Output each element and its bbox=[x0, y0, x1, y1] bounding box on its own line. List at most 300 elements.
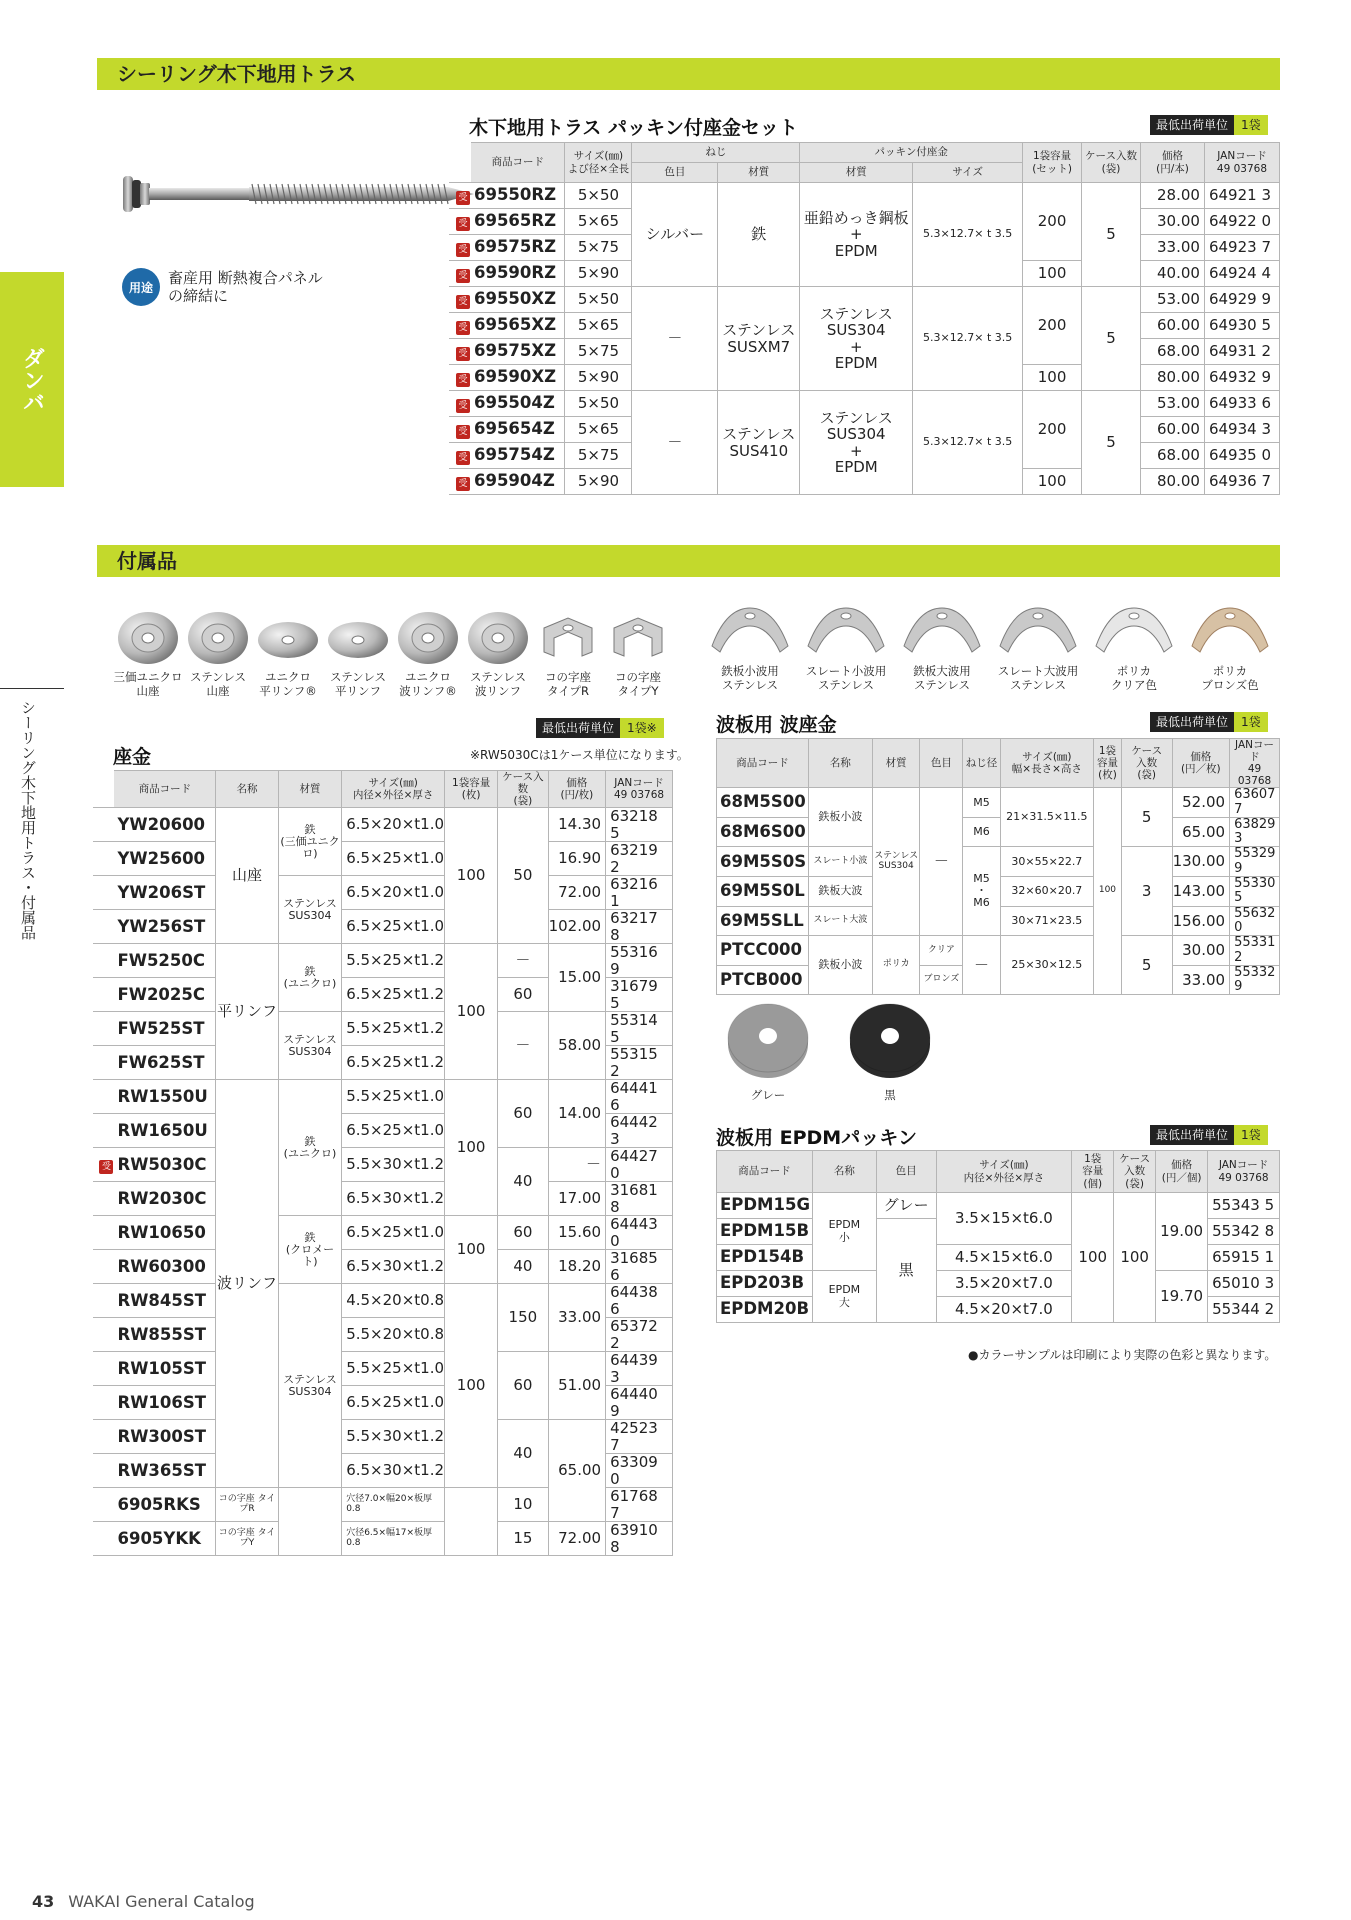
cell: 4.5×15×t6.0 bbox=[936, 1245, 1072, 1271]
header-cell: 名称 bbox=[216, 771, 278, 808]
mark-cell bbox=[449, 443, 471, 469]
cell: 63219 2 bbox=[606, 842, 673, 876]
wave-washer-label: ポリカ クリア色 bbox=[1111, 664, 1157, 693]
cell: 6.5×30×t1.2 bbox=[342, 1182, 445, 1216]
cell: 64443 0 bbox=[606, 1216, 673, 1250]
cell: スレート大波 bbox=[808, 906, 872, 936]
cell: 黒 bbox=[876, 1219, 936, 1323]
cell: 5.5×30×t1.2 bbox=[342, 1148, 445, 1182]
cell: EPDM15B bbox=[717, 1219, 813, 1245]
mark-cell bbox=[93, 1284, 114, 1318]
truss-use-note bbox=[122, 268, 323, 306]
order-mark-icon: 受 bbox=[456, 347, 470, 361]
table-row bbox=[717, 817, 1280, 847]
cell: EPD203B bbox=[717, 1271, 813, 1297]
nami-zagane-table bbox=[716, 738, 1280, 995]
cell: 6.5×25×t1.0 bbox=[342, 1216, 445, 1250]
cell: 55332 9 bbox=[1230, 965, 1280, 995]
cell: 鉄 (三価ユニクロ) bbox=[278, 808, 341, 876]
header-cell: サイズ(㎜) よび径×全長 bbox=[565, 143, 632, 183]
cell: 5 bbox=[1082, 391, 1141, 495]
cell: 64923 7 bbox=[1204, 235, 1279, 261]
use-text-line2: の締結に bbox=[168, 287, 229, 305]
table-row bbox=[717, 847, 1280, 877]
cell: FW625ST bbox=[114, 1046, 215, 1080]
cell: 6.5×25×t1.2 bbox=[342, 1046, 445, 1080]
header-cell: ケース 入数 (袋) bbox=[1121, 739, 1172, 788]
cell: － bbox=[632, 287, 718, 391]
header-cell: 色目 bbox=[632, 163, 718, 183]
header-cell: サイズ(㎜) 内径×外径×厚さ bbox=[342, 771, 445, 808]
header-cell: 価格 (円/本) bbox=[1141, 143, 1205, 183]
mark-cell bbox=[93, 1488, 114, 1522]
mark-cell bbox=[93, 1114, 114, 1148]
header-cell: ケース入数 (袋) bbox=[498, 771, 548, 808]
cell: 60 bbox=[498, 1216, 548, 1250]
cell: 31679 5 bbox=[606, 978, 673, 1012]
cell: 80.00 bbox=[1141, 365, 1205, 391]
cell: RW1550U bbox=[114, 1080, 215, 1114]
header-cell: 商品コード bbox=[471, 143, 565, 183]
cell: 156.00 bbox=[1172, 906, 1230, 936]
header-cell: 色目 bbox=[876, 1151, 936, 1193]
mark-cell bbox=[449, 339, 471, 365]
cell: 100 bbox=[1094, 788, 1122, 995]
washer-label: コの字座 タイプR bbox=[545, 670, 591, 699]
cell: RW855ST bbox=[114, 1318, 215, 1352]
order-mark-icon: 受 bbox=[456, 243, 470, 257]
cell: シルバー bbox=[632, 183, 718, 287]
cell: 65.00 bbox=[548, 1420, 606, 1522]
cell: 4.5×20×t0.8 bbox=[342, 1284, 445, 1318]
cell: RW60300 bbox=[114, 1250, 215, 1284]
mark-cell bbox=[93, 1182, 114, 1216]
zagane-moq: 最低出荷単位 1袋※ bbox=[536, 718, 664, 738]
cell: 64934 3 bbox=[1204, 417, 1279, 443]
cell: 10 bbox=[498, 1488, 548, 1522]
cell: 5 bbox=[1121, 788, 1172, 847]
cell: 63309 0 bbox=[606, 1454, 673, 1488]
cell: EPDM 小 bbox=[812, 1193, 876, 1271]
cell: 5×75 bbox=[565, 443, 632, 469]
cell: 5×90 bbox=[565, 261, 632, 287]
page-number: 43 bbox=[32, 1892, 55, 1911]
cell: 200 bbox=[1023, 391, 1082, 469]
cell: 60.00 bbox=[1141, 313, 1205, 339]
cell: 100 bbox=[1023, 261, 1082, 287]
header-cell: 1袋容量 (セット) bbox=[1023, 143, 1082, 183]
cell: 69M5S0S bbox=[717, 847, 809, 877]
cell: 58.00 bbox=[548, 1012, 606, 1080]
cell: 5.5×25×t1.2 bbox=[342, 944, 445, 978]
header-cell: 名称 bbox=[808, 739, 872, 788]
cell: 63910 8 bbox=[606, 1522, 673, 1556]
cell: 65915 1 bbox=[1208, 1245, 1280, 1271]
header-cell: ねじ径 bbox=[963, 739, 1000, 788]
cell: 69575RZ bbox=[471, 235, 565, 261]
cell: 69575XZ bbox=[471, 339, 565, 365]
cell: ステンレス SUS304 + EPDM bbox=[800, 391, 913, 495]
cell: 19.70 bbox=[1156, 1271, 1208, 1323]
cell: 64936 7 bbox=[1204, 469, 1279, 495]
epdm-table bbox=[716, 1150, 1280, 1323]
table-row bbox=[93, 944, 673, 978]
header-cell: 1袋 容量 (枚) bbox=[1094, 739, 1122, 788]
cell: 55316 9 bbox=[606, 944, 673, 978]
cell: 5.5×25×t1.0 bbox=[342, 1080, 445, 1114]
wave-washer-icon bbox=[1090, 600, 1178, 662]
cell: RW105ST bbox=[114, 1352, 215, 1386]
truss-table bbox=[449, 142, 1280, 495]
table-row bbox=[449, 287, 1280, 313]
mark-cell bbox=[449, 365, 471, 391]
cell: 100 bbox=[445, 944, 498, 1080]
cell: 65010 3 bbox=[1208, 1271, 1280, 1297]
cell: クリア bbox=[920, 936, 963, 966]
cell: FW5250C bbox=[114, 944, 215, 978]
cell bbox=[445, 1488, 498, 1556]
wave-washer-label: ポリカ ブロンズ色 bbox=[1201, 664, 1259, 693]
mark-cell bbox=[93, 1352, 114, 1386]
cell: ステンレス SUS410 bbox=[718, 391, 800, 495]
mark-cell bbox=[449, 391, 471, 417]
cell: M5 ・ M6 bbox=[963, 847, 1000, 936]
cell: 68.00 bbox=[1141, 339, 1205, 365]
cell: 55329 9 bbox=[1230, 847, 1280, 877]
cell: 6.5×25×t1.0 bbox=[342, 1114, 445, 1148]
cell: 60.00 bbox=[1141, 417, 1205, 443]
cell: RW845ST bbox=[114, 1284, 215, 1318]
cell: 51.00 bbox=[548, 1352, 606, 1420]
nami-zagane-moq: 最低出荷単位 1袋 bbox=[1150, 712, 1268, 732]
cell: 33.00 bbox=[1141, 235, 1205, 261]
washer-photo-icon bbox=[326, 608, 390, 666]
cell: 55344 2 bbox=[1208, 1297, 1280, 1323]
cell: 64921 3 bbox=[1204, 183, 1279, 209]
table-row bbox=[449, 391, 1280, 417]
cell: スレート小波 bbox=[808, 847, 872, 877]
header-cell: 1袋容量 (枚) bbox=[445, 771, 498, 808]
cell: 40 bbox=[498, 1420, 548, 1488]
header-cell: JANコード 49 03768 bbox=[1208, 1151, 1280, 1193]
wave-washer-label: 鉄板小波用 ステンレス bbox=[721, 664, 779, 693]
side-tab[interactable]: ダンバ bbox=[0, 272, 64, 487]
cell: FW525ST bbox=[114, 1012, 215, 1046]
cell: 5×65 bbox=[565, 313, 632, 339]
cell: 5×75 bbox=[565, 339, 632, 365]
cell: 63218 5 bbox=[606, 808, 673, 842]
order-mark-icon: 受 bbox=[99, 1160, 113, 1174]
cell: 40 bbox=[498, 1250, 548, 1284]
cell: 63829 3 bbox=[1230, 817, 1280, 847]
cell: 52.00 bbox=[1172, 788, 1230, 818]
side-divider bbox=[0, 688, 64, 689]
mark-cell bbox=[93, 1454, 114, 1488]
header-cell: JANコード 49 03768 bbox=[1204, 143, 1279, 183]
ko-washer-icon bbox=[608, 608, 668, 666]
cell: PTCC000 bbox=[717, 936, 809, 966]
table-row bbox=[93, 1148, 673, 1182]
cell: 64930 5 bbox=[1204, 313, 1279, 339]
header-cell: 1袋 容量 (個) bbox=[1072, 1151, 1114, 1193]
cell: グレー bbox=[876, 1193, 936, 1219]
mark-cell bbox=[449, 235, 471, 261]
table-row bbox=[93, 1012, 673, 1046]
cell: 鉄板小波 bbox=[808, 788, 872, 847]
header-cell: ケース 入数 (袋) bbox=[1114, 1151, 1156, 1193]
cell: 14.30 bbox=[548, 808, 606, 842]
cell: 100 bbox=[445, 1216, 498, 1284]
cell: 5.3×12.7× t 3.5 bbox=[913, 287, 1023, 391]
cell: 60 bbox=[498, 1080, 548, 1148]
table-row bbox=[93, 1080, 673, 1114]
cell: 69590RZ bbox=[471, 261, 565, 287]
cell: 19.00 bbox=[1156, 1193, 1208, 1271]
cell: 50 bbox=[498, 808, 548, 944]
cell: － bbox=[498, 1012, 548, 1080]
cell: ブロンズ bbox=[920, 965, 963, 995]
cell: 69590XZ bbox=[471, 365, 565, 391]
cell: 6.5×25×t1.0 bbox=[342, 910, 445, 944]
mark-cell bbox=[93, 944, 114, 978]
mark-cell bbox=[93, 1046, 114, 1080]
cell: 穴径6.5×幅17×板厚0.8 bbox=[342, 1522, 445, 1556]
washer-label: ユニクロ 波リンフ® bbox=[399, 670, 457, 699]
cell: 100 bbox=[1023, 469, 1082, 495]
cell: RW2030C bbox=[114, 1182, 215, 1216]
cell: 64933 6 bbox=[1204, 391, 1279, 417]
header-cell: 価格 (円／枚) bbox=[1172, 739, 1230, 788]
mark-cell bbox=[93, 808, 114, 842]
table-row bbox=[717, 788, 1280, 818]
cell: 64932 9 bbox=[1204, 365, 1279, 391]
use-text-line1: 畜産用 断熱複合パネル bbox=[168, 269, 323, 287]
cell: YW25600 bbox=[114, 842, 215, 876]
cell: 5.3×12.7× t 3.5 bbox=[913, 183, 1023, 287]
cell: 102.00 bbox=[548, 910, 606, 944]
table-row bbox=[93, 1352, 673, 1386]
mark-cell bbox=[93, 1386, 114, 1420]
cell: コの字座 タイプR bbox=[216, 1488, 278, 1522]
cell: 5×65 bbox=[565, 417, 632, 443]
cell: 53.00 bbox=[1141, 391, 1205, 417]
cell: RW10650 bbox=[114, 1216, 215, 1250]
header-cell: 色目 bbox=[920, 739, 963, 788]
washer-photo-icon bbox=[466, 608, 530, 666]
cell: 64442 3 bbox=[606, 1114, 673, 1148]
cell: 6.5×25×t1.0 bbox=[342, 1386, 445, 1420]
washer-label: ステンレス 波リンフ bbox=[469, 670, 527, 699]
cell: 6.5×25×t1.2 bbox=[342, 978, 445, 1012]
cell: － bbox=[498, 944, 548, 978]
cell: 17.00 bbox=[548, 1182, 606, 1216]
cell: 5 bbox=[1082, 287, 1141, 391]
cell: － bbox=[963, 936, 1000, 995]
order-mark-icon: 受 bbox=[456, 451, 470, 465]
cell: ステンレス SUS304 + EPDM bbox=[800, 287, 913, 391]
mark-cell bbox=[93, 1012, 114, 1046]
cell: 鉄 (クロメート) bbox=[278, 1216, 341, 1284]
mark-cell bbox=[93, 1318, 114, 1352]
header-cell: サイズ(㎜) 幅×長さ×高さ bbox=[1000, 739, 1094, 788]
mark-cell bbox=[449, 417, 471, 443]
cell: RW106ST bbox=[114, 1386, 215, 1420]
cell: 64931 2 bbox=[1204, 339, 1279, 365]
cell: 28.00 bbox=[1141, 183, 1205, 209]
cell: 40 bbox=[498, 1148, 548, 1216]
cell: 63217 8 bbox=[606, 910, 673, 944]
header-cell: 商品コード bbox=[717, 1151, 813, 1193]
cell: 100 bbox=[445, 808, 498, 944]
cell: 波リンフ bbox=[216, 1080, 278, 1488]
cell: 5×90 bbox=[565, 365, 632, 391]
cell: 40.00 bbox=[1141, 261, 1205, 287]
cell: 200 bbox=[1023, 183, 1082, 261]
cell: 5×75 bbox=[565, 235, 632, 261]
cell: 5.3×12.7× t 3.5 bbox=[913, 391, 1023, 495]
cell: EPD154B bbox=[717, 1245, 813, 1271]
cell: YW20600 bbox=[114, 808, 215, 842]
cell: 130.00 bbox=[1172, 847, 1230, 877]
cell: 30.00 bbox=[1141, 209, 1205, 235]
cell: 695504Z bbox=[471, 391, 565, 417]
header-cell: 材質 bbox=[278, 771, 341, 808]
order-mark-icon: 受 bbox=[456, 425, 470, 439]
cell: 30×71×23.5 bbox=[1000, 906, 1094, 936]
cell: 69550RZ bbox=[471, 183, 565, 209]
cell: 5×90 bbox=[565, 469, 632, 495]
wave-washer-icon bbox=[994, 600, 1082, 662]
cell: 55315 2 bbox=[606, 1046, 673, 1080]
header-cell: 材質 bbox=[872, 739, 920, 788]
cell: 695654Z bbox=[471, 417, 565, 443]
cell: 60 bbox=[498, 978, 548, 1012]
wave-washer-icon bbox=[706, 600, 794, 662]
mark-cell bbox=[449, 261, 471, 287]
cell: 5 bbox=[1121, 936, 1172, 995]
order-mark-icon: 受 bbox=[456, 477, 470, 491]
cell: 100 bbox=[1023, 365, 1082, 391]
cell: 3.5×15×t6.0 bbox=[936, 1193, 1072, 1245]
order-mark-icon: 受 bbox=[456, 399, 470, 413]
cell: 6.5×25×t1.0 bbox=[342, 842, 445, 876]
table-row bbox=[93, 876, 673, 910]
use-badge: 用途 bbox=[122, 268, 160, 306]
cell: ステンレス SUS304 bbox=[278, 1284, 341, 1488]
table-row bbox=[93, 1522, 673, 1556]
cell: EPDM 大 bbox=[812, 1271, 876, 1323]
cell: 55342 8 bbox=[1208, 1219, 1280, 1245]
washer-photo-icon bbox=[116, 608, 180, 666]
header-cell: サイズ bbox=[913, 163, 1023, 183]
cell: ステンレス SUSXM7 bbox=[718, 287, 800, 391]
catalog-title: WAKAI General Catalog bbox=[68, 1892, 255, 1911]
cell: 穴径7.0×幅20×板厚0.8 bbox=[342, 1488, 445, 1522]
cell: 68M5S00 bbox=[717, 788, 809, 818]
table-row bbox=[93, 1182, 673, 1216]
page-footer bbox=[32, 1892, 255, 1911]
cell: 64439 3 bbox=[606, 1352, 673, 1386]
color-note: ●カラーサンプルは印刷により実際の色彩と異なります。 bbox=[968, 1348, 1277, 1362]
epdm-title: 波板用 EPDMパッキン bbox=[716, 1127, 918, 1149]
wave-washer-icon bbox=[898, 600, 986, 662]
cell: 53.00 bbox=[1141, 287, 1205, 313]
wave-washer-icon bbox=[1186, 600, 1274, 662]
cell: 143.00 bbox=[1172, 877, 1230, 907]
cell: 鉄板小波 bbox=[808, 936, 872, 995]
cell: 65.00 bbox=[1172, 817, 1230, 847]
section-band-truss: シーリング木下地用トラス bbox=[97, 58, 1280, 90]
order-mark-icon: 受 bbox=[456, 269, 470, 283]
cell: RW1650U bbox=[114, 1114, 215, 1148]
cell: 15.60 bbox=[548, 1216, 606, 1250]
order-mark-icon: 受 bbox=[456, 373, 470, 387]
cell: 鉄板大波 bbox=[808, 877, 872, 907]
cell: 6905RKS bbox=[114, 1488, 215, 1522]
epdm-packing-icon bbox=[726, 996, 810, 1080]
table-row bbox=[93, 1250, 673, 1284]
cell: RW300ST bbox=[114, 1420, 215, 1454]
wave-washer-label: スレート小波用 ステンレス bbox=[805, 664, 887, 693]
order-mark-icon: 受 bbox=[456, 217, 470, 231]
cell: 695904Z bbox=[471, 469, 565, 495]
header-cell: 価格 (円/枚) bbox=[548, 771, 606, 808]
cell: 5×50 bbox=[565, 287, 632, 313]
table-row bbox=[93, 910, 673, 944]
cell: 5×65 bbox=[565, 209, 632, 235]
mark-cell bbox=[449, 313, 471, 339]
cell: 16.90 bbox=[548, 842, 606, 876]
cell: ポリカ bbox=[872, 936, 920, 995]
cell: 69M5S0L bbox=[717, 877, 809, 907]
cell: 18.20 bbox=[548, 1250, 606, 1284]
cell: 64438 6 bbox=[606, 1284, 673, 1318]
cell: EPDM15G bbox=[717, 1193, 813, 1219]
cell: 15 bbox=[498, 1522, 548, 1556]
mark-cell bbox=[93, 978, 114, 1012]
cell: 60 bbox=[498, 1352, 548, 1420]
cell: 100 bbox=[1114, 1193, 1156, 1323]
cell: 68.00 bbox=[1141, 443, 1205, 469]
cell: 65372 2 bbox=[606, 1318, 673, 1352]
cell: 33.00 bbox=[1172, 965, 1230, 995]
washer-label: ステンレス 平リンフ bbox=[329, 670, 387, 699]
cell: 6905YKK bbox=[114, 1522, 215, 1556]
cell: － bbox=[632, 391, 718, 495]
cell: 30.00 bbox=[1172, 936, 1230, 966]
cell: 72.00 bbox=[548, 1522, 606, 1556]
cell: 55632 0 bbox=[1230, 906, 1280, 936]
cell: 64922 0 bbox=[1204, 209, 1279, 235]
truss-screw-photo bbox=[118, 170, 480, 220]
cell: 64440 9 bbox=[606, 1386, 673, 1420]
cell: 5 bbox=[1082, 183, 1141, 287]
wave-washer-label: 鉄板大波用 ステンレス bbox=[913, 664, 971, 693]
zagane-note: ※RW5030Cは1ケース単位になります。 bbox=[470, 748, 689, 762]
mark-cell bbox=[93, 1522, 114, 1556]
truss-moq: 最低出荷単位 1袋 bbox=[1150, 115, 1268, 135]
cell: 695754Z bbox=[471, 443, 565, 469]
mark-cell bbox=[449, 469, 471, 495]
section-band-accessories: 付属品 bbox=[97, 545, 1280, 577]
cell: 80.00 bbox=[1141, 469, 1205, 495]
cell: 30×55×22.7 bbox=[1000, 847, 1094, 877]
cell: － bbox=[920, 788, 963, 936]
cell: RW365ST bbox=[114, 1454, 215, 1488]
cell: EPDM20B bbox=[717, 1297, 813, 1323]
cell: 64935 0 bbox=[1204, 443, 1279, 469]
cell: 15.00 bbox=[548, 944, 606, 1012]
